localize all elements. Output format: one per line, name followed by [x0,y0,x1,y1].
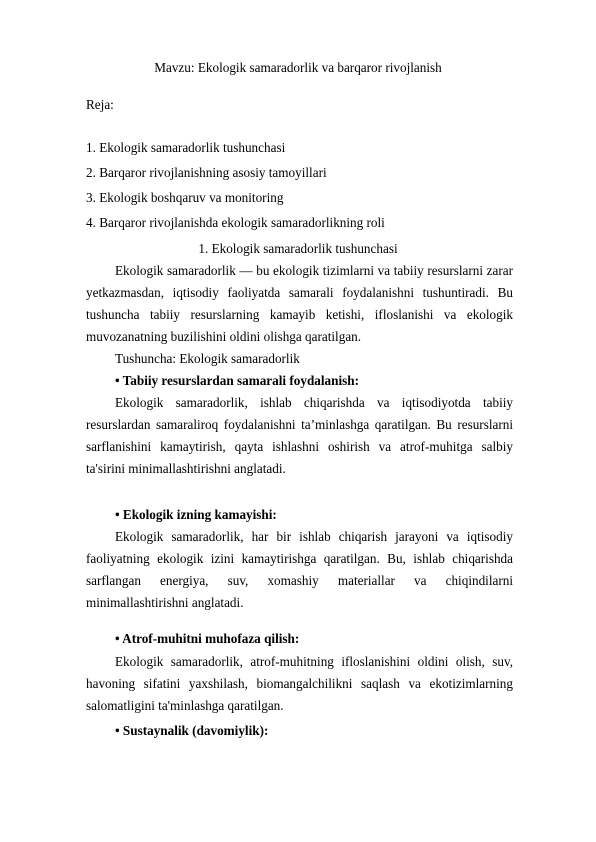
section-heading: 1. Ekologik samaradorlik tushunchasi [198,241,398,256]
plan-item-2: 2. Barqaror rivojlanishning asosiy tamoyillari [86,165,327,180]
section-heading-sustainability: • Sustaynalik (davomiylik): [115,723,269,738]
section-heading-resources: • Tabiiy resurslardan samarali foydalanish: [115,373,359,388]
plan-label: Reja: [86,97,114,112]
section-text-resources: Ekologik samaradorlik, ishlab chiqarishda va iqtisodiyotda tabiiy resurslardan samaraliroq foydalanishni ta’minlashga qaratilgan. Bu resurslarni sarflanishini kamaytirish, qayta ishlashni oshirish va atrof-muhitga salbiy ta'sirini minimallashtirishni anglatadi. [86,395,513,477]
plan-item-3: 3. Ekologik boshqaruv va monitoring [86,190,284,205]
section-heading-protection: • Atrof-muhitni muhofaza qilish: [115,631,300,646]
intro-paragraph: Ekologik samaradorlik — bu ekologik tizimlarni va tabiiy resurslarni zarar yetkazmasdan, iqtisodiy faoliyatda samarali foydalanishni tushuntiradi. Bu tushuncha tabiiy resurslarning kamayib ketishi, ifloslanishi va ekologik muvozanatning buzilishini oldini olishga qaratilgan. [86,263,513,345]
concept-line: Tushuncha: Ekologik samaradorlik [115,351,300,366]
plan-item-1: 1. Ekologik samaradorlik tushunchasi [86,140,286,155]
section-text-protection: Ekologik samaradorlik, atrof-muhitning ifloslanishini oldini olish, suv, havoning sifatini yaxshilash, biomangalchilikni saqlash va ekotizimlarning salomatligini ta'minlashga qaratilgan. [86,654,513,714]
document-title: Mavzu: Ekologik samaradorlik va barqaror rivojlanish [154,60,442,75]
plan-item-4: 4. Barqaror rivojlanishda ekologik samaradorlikning roli [86,215,385,230]
section-text-footprint: Ekologik samaradorlik, har bir ishlab chiqarish jarayoni va iqtisodiy faoliyatning ekologik izini kamaytirishga qaratilgan. Bu, ishlab chiqarishda sarflangan energiya, suv, xomashiy materiallar va chiqindilarni minimallashtirishni anglatadi. [86,529,513,611]
section-heading-footprint: • Ekologik izning kamayishi: [115,507,277,522]
